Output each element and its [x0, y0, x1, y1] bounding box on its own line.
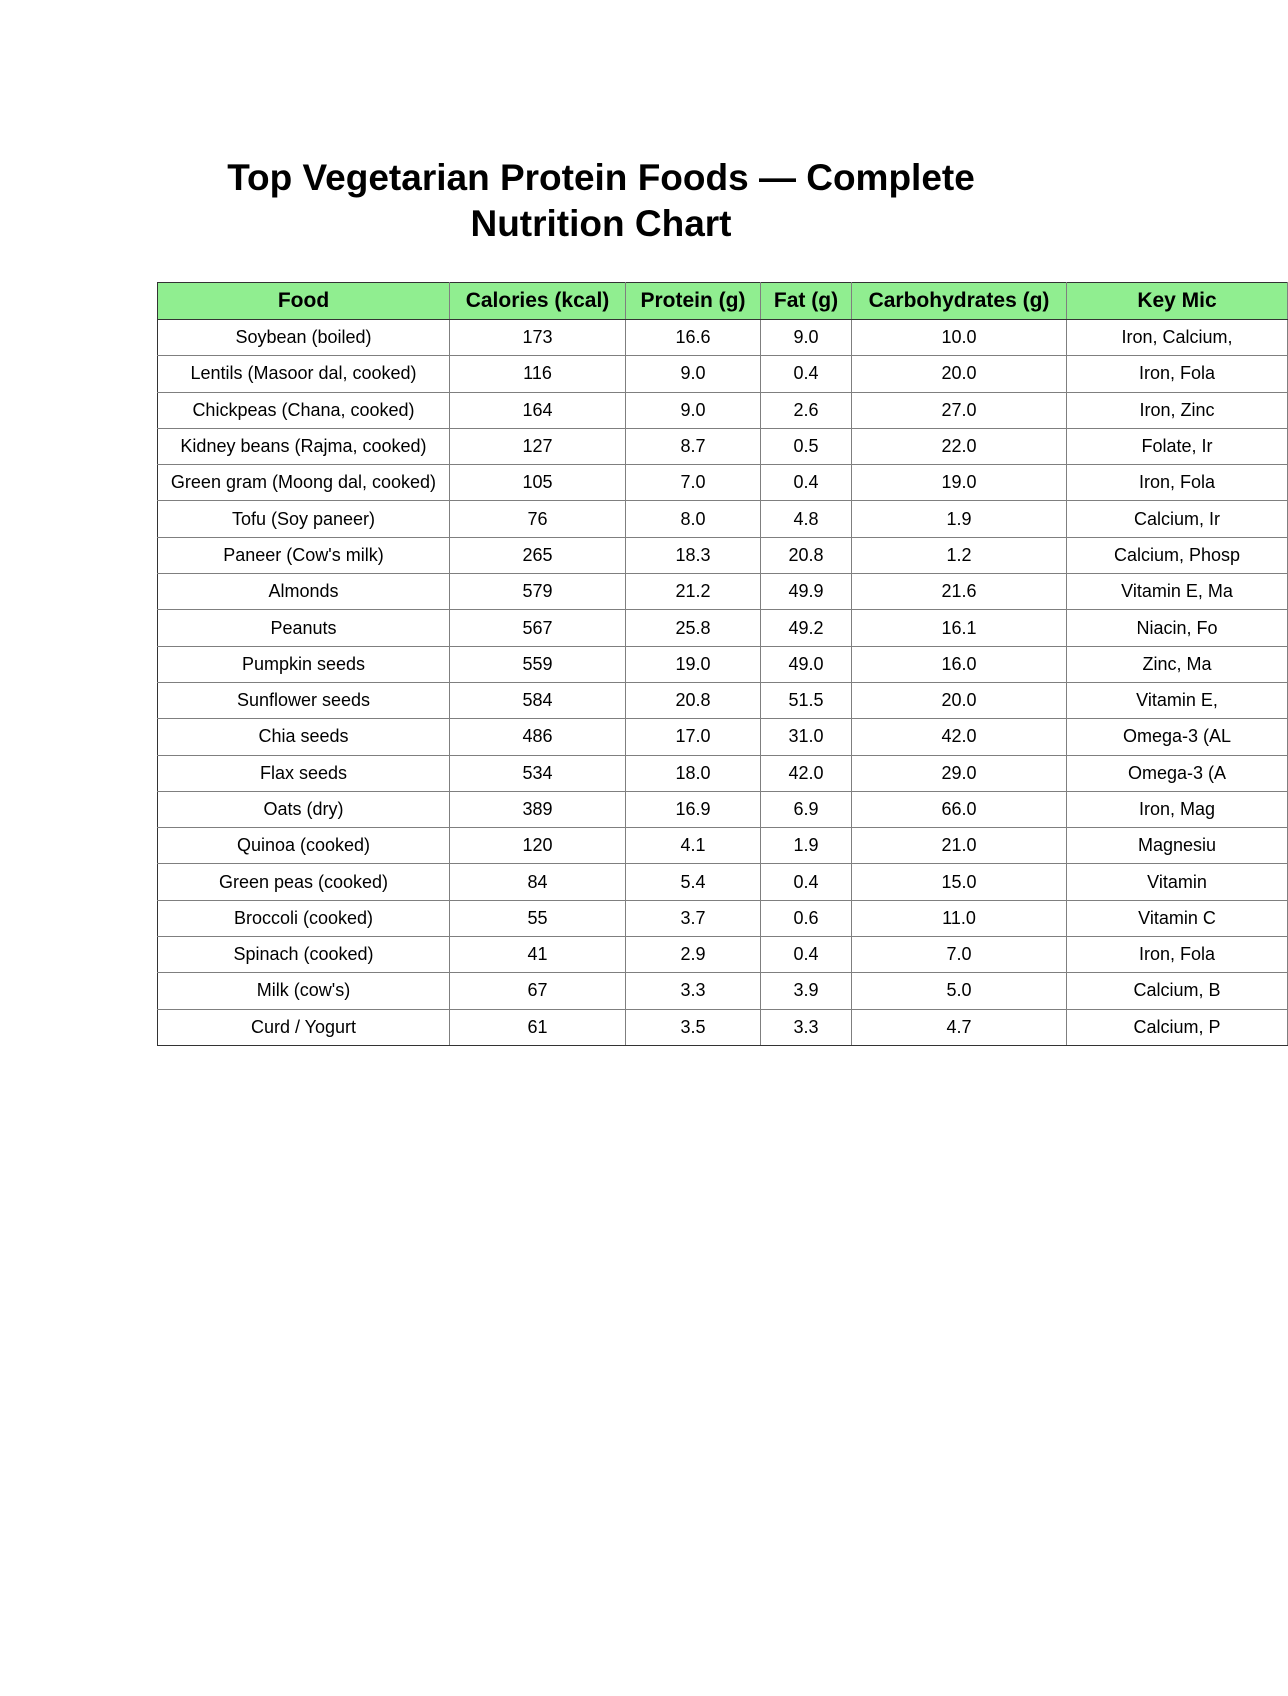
protein-cell: 3.3: [626, 973, 761, 1009]
micronutrients-cell: Vitamin E, Ma: [1067, 574, 1288, 610]
nutrition-table: [157, 282, 1288, 1046]
calories-cell: 67: [450, 973, 626, 1009]
fat-cell: 49.0: [761, 646, 852, 682]
carbohydrates-cell: 16.0: [852, 646, 1067, 682]
carbohydrates-cell: 19.0: [852, 465, 1067, 501]
carbohydrates-cell: 21.0: [852, 828, 1067, 864]
food-cell: Oats (dry): [158, 791, 450, 827]
carbohydrates-cell: 4.7: [852, 1009, 1067, 1045]
micronutrients-cell: Iron, Fola: [1067, 937, 1288, 973]
protein-cell: 4.1: [626, 828, 761, 864]
protein-cell: 9.0: [626, 392, 761, 428]
protein-cell: 25.8: [626, 610, 761, 646]
micronutrients-cell: Folate, Ir: [1067, 428, 1288, 464]
table-row: [158, 574, 1288, 610]
calories-cell: 567: [450, 610, 626, 646]
food-cell: Green peas (cooked): [158, 864, 450, 900]
table-row: [158, 465, 1288, 501]
food-cell: Chia seeds: [158, 719, 450, 755]
micronutrients-cell: Omega-3 (AL: [1067, 719, 1288, 755]
micronutrients-cell: Vitamin E,: [1067, 682, 1288, 718]
protein-cell: 3.7: [626, 900, 761, 936]
food-cell: Almonds: [158, 574, 450, 610]
protein-cell: 16.9: [626, 791, 761, 827]
fat-cell: 0.4: [761, 937, 852, 973]
table-header-row: [158, 283, 1288, 320]
micronutrients-cell: Vitamin C: [1067, 900, 1288, 936]
header-food: Food: [158, 283, 450, 320]
calories-cell: 127: [450, 428, 626, 464]
header-calories: Calories (kcal): [450, 283, 626, 320]
protein-cell: 2.9: [626, 937, 761, 973]
fat-cell: 49.9: [761, 574, 852, 610]
calories-cell: 389: [450, 791, 626, 827]
table-row: [158, 537, 1288, 573]
carbohydrates-cell: 20.0: [852, 682, 1067, 718]
fat-cell: 0.4: [761, 356, 852, 392]
calories-cell: 116: [450, 356, 626, 392]
fat-cell: 2.6: [761, 392, 852, 428]
table-body: [158, 320, 1288, 1046]
protein-cell: 9.0: [626, 356, 761, 392]
header-protein: Protein (g): [626, 283, 761, 320]
fat-cell: 0.6: [761, 900, 852, 936]
fat-cell: 3.9: [761, 973, 852, 1009]
table-row: [158, 900, 1288, 936]
fat-cell: 4.8: [761, 501, 852, 537]
table-row: [158, 646, 1288, 682]
food-cell: Tofu (Soy paneer): [158, 501, 450, 537]
food-cell: Paneer (Cow's milk): [158, 537, 450, 573]
table-row: [158, 356, 1288, 392]
fat-cell: 9.0: [761, 320, 852, 356]
header-key-micronutrients: Key Mic: [1067, 283, 1288, 320]
calories-cell: 61: [450, 1009, 626, 1045]
table-row: [158, 937, 1288, 973]
protein-cell: 17.0: [626, 719, 761, 755]
table-row: [158, 719, 1288, 755]
micronutrients-cell: Calcium, P: [1067, 1009, 1288, 1045]
calories-cell: 173: [450, 320, 626, 356]
protein-cell: 7.0: [626, 465, 761, 501]
table-row: [158, 501, 1288, 537]
table-row: [158, 682, 1288, 718]
table-row: [158, 791, 1288, 827]
table-row: [158, 392, 1288, 428]
carbohydrates-cell: 27.0: [852, 392, 1067, 428]
micronutrients-cell: Iron, Calcium,: [1067, 320, 1288, 356]
calories-cell: 120: [450, 828, 626, 864]
header-carbohydrates: Carbohydrates (g): [852, 283, 1067, 320]
food-cell: Quinoa (cooked): [158, 828, 450, 864]
calories-cell: 584: [450, 682, 626, 718]
food-cell: Kidney beans (Rajma, cooked): [158, 428, 450, 464]
micronutrients-cell: Calcium, Phosp: [1067, 537, 1288, 573]
carbohydrates-cell: 7.0: [852, 937, 1067, 973]
micronutrients-cell: Calcium, B: [1067, 973, 1288, 1009]
table-row: [158, 864, 1288, 900]
carbohydrates-cell: 1.9: [852, 501, 1067, 537]
food-cell: Flax seeds: [158, 755, 450, 791]
micronutrients-cell: Omega-3 (A: [1067, 755, 1288, 791]
protein-cell: 18.3: [626, 537, 761, 573]
calories-cell: 579: [450, 574, 626, 610]
fat-cell: 0.5: [761, 428, 852, 464]
table-row: [158, 973, 1288, 1009]
protein-cell: 5.4: [626, 864, 761, 900]
header-fat: Fat (g): [761, 283, 852, 320]
micronutrients-cell: Niacin, Fo: [1067, 610, 1288, 646]
carbohydrates-cell: 22.0: [852, 428, 1067, 464]
title-line-2: Nutrition Chart: [470, 203, 732, 244]
carbohydrates-cell: 5.0: [852, 973, 1067, 1009]
fat-cell: 6.9: [761, 791, 852, 827]
table-row: [158, 428, 1288, 464]
calories-cell: 84: [450, 864, 626, 900]
calories-cell: 559: [450, 646, 626, 682]
food-cell: Chickpeas (Chana, cooked): [158, 392, 450, 428]
micronutrients-cell: Zinc, Ma: [1067, 646, 1288, 682]
carbohydrates-cell: 11.0: [852, 900, 1067, 936]
title-line-1: Top Vegetarian Protein Foods — Complete: [227, 157, 975, 198]
food-cell: Broccoli (cooked): [158, 900, 450, 936]
carbohydrates-cell: 21.6: [852, 574, 1067, 610]
calories-cell: 76: [450, 501, 626, 537]
page-title: [157, 155, 1045, 247]
food-cell: Pumpkin seeds: [158, 646, 450, 682]
table-row: [158, 320, 1288, 356]
micronutrients-cell: Iron, Fola: [1067, 465, 1288, 501]
fat-cell: 31.0: [761, 719, 852, 755]
protein-cell: 21.2: [626, 574, 761, 610]
micronutrients-cell: Vitamin: [1067, 864, 1288, 900]
carbohydrates-cell: 66.0: [852, 791, 1067, 827]
table-row: [158, 610, 1288, 646]
micronutrients-cell: Calcium, Ir: [1067, 501, 1288, 537]
micronutrients-cell: Iron, Fola: [1067, 356, 1288, 392]
protein-cell: 8.0: [626, 501, 761, 537]
food-cell: Soybean (boiled): [158, 320, 450, 356]
protein-cell: 19.0: [626, 646, 761, 682]
food-cell: Spinach (cooked): [158, 937, 450, 973]
protein-cell: 20.8: [626, 682, 761, 718]
calories-cell: 164: [450, 392, 626, 428]
fat-cell: 3.3: [761, 1009, 852, 1045]
carbohydrates-cell: 20.0: [852, 356, 1067, 392]
calories-cell: 55: [450, 900, 626, 936]
food-cell: Green gram (Moong dal, cooked): [158, 465, 450, 501]
carbohydrates-cell: 29.0: [852, 755, 1067, 791]
micronutrients-cell: Iron, Mag: [1067, 791, 1288, 827]
protein-cell: 3.5: [626, 1009, 761, 1045]
table-row: [158, 1009, 1288, 1045]
calories-cell: 265: [450, 537, 626, 573]
food-cell: Lentils (Masoor dal, cooked): [158, 356, 450, 392]
table-row: [158, 755, 1288, 791]
protein-cell: 8.7: [626, 428, 761, 464]
fat-cell: 42.0: [761, 755, 852, 791]
micronutrients-cell: Magnesiu: [1067, 828, 1288, 864]
carbohydrates-cell: 42.0: [852, 719, 1067, 755]
micronutrients-cell: Iron, Zinc: [1067, 392, 1288, 428]
calories-cell: 41: [450, 937, 626, 973]
protein-cell: 16.6: [626, 320, 761, 356]
food-cell: Sunflower seeds: [158, 682, 450, 718]
nutrition-table-container: [157, 282, 1241, 1046]
fat-cell: 51.5: [761, 682, 852, 718]
fat-cell: 0.4: [761, 465, 852, 501]
calories-cell: 534: [450, 755, 626, 791]
table-row: [158, 828, 1288, 864]
food-cell: Milk (cow's): [158, 973, 450, 1009]
fat-cell: 1.9: [761, 828, 852, 864]
fat-cell: 0.4: [761, 864, 852, 900]
fat-cell: 20.8: [761, 537, 852, 573]
food-cell: Curd / Yogurt: [158, 1009, 450, 1045]
carbohydrates-cell: 1.2: [852, 537, 1067, 573]
food-cell: Peanuts: [158, 610, 450, 646]
carbohydrates-cell: 15.0: [852, 864, 1067, 900]
fat-cell: 49.2: [761, 610, 852, 646]
protein-cell: 18.0: [626, 755, 761, 791]
calories-cell: 486: [450, 719, 626, 755]
carbohydrates-cell: 16.1: [852, 610, 1067, 646]
carbohydrates-cell: 10.0: [852, 320, 1067, 356]
calories-cell: 105: [450, 465, 626, 501]
